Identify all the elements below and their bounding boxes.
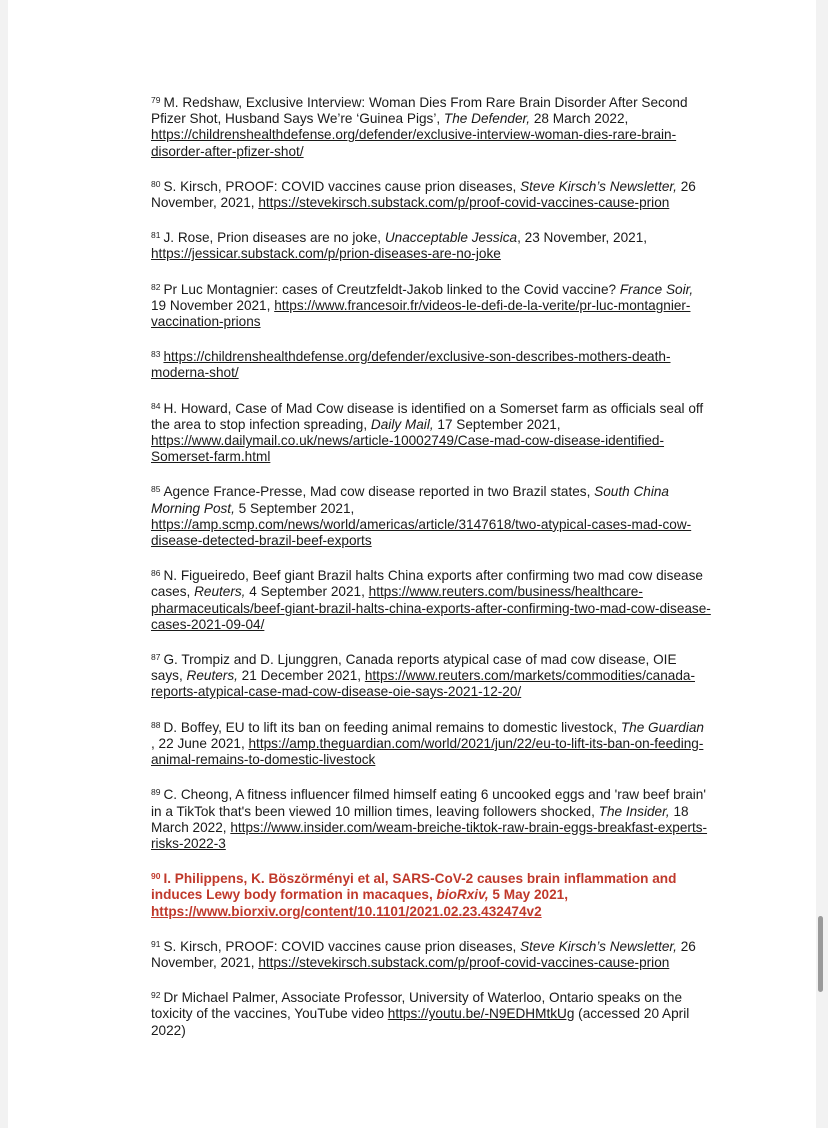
footnote-89	[151, 784, 711, 852]
footnote-text: Dr Michael Palmer, Associate Professor, University of Waterloo, Ontario speaks on the toxicity of the vaccines, YouTube video	[151, 990, 683, 1022]
footnote-date: 5 September 2021,	[234, 500, 355, 516]
footnote-link[interactable]: https://www.biorxiv.org/content/10.1101/2021.02.23.432474v2	[151, 903, 542, 919]
footnote-text: I. Philippens, K. Böszörményi et al, SARS-CoV-2 causes brain inflammation and induces Lewy body formation in macaques,	[151, 871, 677, 903]
footnote-source: Daily Mail,	[370, 416, 434, 432]
footnote-link[interactable]: https://www.reuters.com/business/healthcare-pharmaceuticals/beef-giant-brazil-halts-china-exports-after-confirming-two-mad-cow-disease-cases-2021-09-04/	[151, 584, 711, 632]
footnote-number: 91	[151, 938, 161, 949]
footnote-date: 4 September 2021,	[245, 584, 369, 600]
footnote-text: C. Cheong, A fitness influencer filmed himself eating 6 uncooked eggs and 'raw beef brain' in a TikTok that's been viewed 10 million times, leaving followers shocked,	[151, 787, 706, 819]
footnote-86	[151, 565, 711, 633]
footnote-number: 92	[151, 990, 161, 1001]
footnote-link[interactable]: https://childrenshealthdefense.org/defender/exclusive-son-describes-mothers-death-moderna-shot/	[151, 349, 671, 381]
footnote-link[interactable]: https://stevekirsch.substack.com/p/proof-covid-vaccines-cause-prion	[258, 954, 670, 970]
footnote-92	[151, 987, 711, 1039]
footnote-text: S. Kirsch, PROOF: COVID vaccines cause prion diseases,	[163, 938, 521, 954]
footnote-tail: (accessed 20 April 2022)	[151, 1006, 690, 1038]
footnote-source: Steve Kirsch’s Newsletter,	[520, 938, 677, 954]
scrollbar-thumb[interactable]	[818, 916, 823, 992]
footnote-source: The Defender,	[443, 111, 531, 127]
footnote-date: 17 September 2021,	[433, 416, 561, 432]
footnote-91	[151, 936, 711, 971]
footnote-text: H. Howard, Case of Mad Cow disease is identified on a Somerset farm as officials seal off the area to stop infection spreading,	[151, 400, 704, 432]
footnote-link[interactable]: https://jessicar.substack.com/p/prion-diseases-are-no-joke	[151, 246, 501, 262]
footnote-date: 26 November, 2021,	[151, 178, 696, 211]
footnote-number: 86	[151, 568, 161, 579]
footnote-source: The Guardian	[620, 719, 704, 735]
footnote-link[interactable]: https://youtu.be/-N9EDHMtkUg	[387, 1006, 575, 1022]
footnote-number: 84	[151, 400, 161, 411]
footnote-source: Steve Kirsch’s Newsletter,	[520, 178, 677, 194]
footnote-79	[151, 92, 711, 160]
footnote-date: 21 December 2021,	[237, 668, 365, 684]
footnote-link[interactable]: https://www.insider.com/weam-breiche-tiktok-raw-brain-eggs-breakfast-experts-risks-2022-3	[151, 819, 708, 851]
footnote-source: France Soir,	[619, 281, 694, 297]
footnotes-list	[151, 92, 711, 1055]
footnote-link[interactable]: https://amp.theguardian.com/world/2021/jun/22/eu-to-lift-its-ban-on-feeding-animal-remains-to-domestic-livestock	[151, 735, 704, 768]
footnote-date: 19 November 2021,	[151, 297, 275, 313]
footnote-number: 79	[151, 95, 161, 105]
footnote-87	[151, 649, 711, 701]
footnote-82	[151, 279, 711, 331]
footnote-date: , 23 November, 2021,	[517, 230, 648, 246]
footnote-number: 83	[151, 349, 161, 360]
footnote-date: 28 March 2022,	[530, 111, 629, 127]
footnote-date: 26 November, 2021,	[151, 938, 696, 970]
footnote-text: M. Redshaw, Exclusive Interview: Woman Dies From Rare Brain Disorder After Second Pfizer Shot, Husband Says We’re ‘Guinea Pigs’,	[151, 95, 688, 127]
footnote-text: Agence France-Presse, Mad cow disease reported in two Brazil states,	[163, 484, 595, 500]
footnote-source: Reuters,	[186, 668, 238, 684]
footnote-number: 87	[151, 652, 161, 663]
footnote-source: South China Morning Post,	[151, 484, 669, 516]
footnote-date: , 22 June 2021,	[151, 735, 249, 751]
footnote-number: 88	[151, 719, 161, 730]
footnote-link[interactable]: https://www.dailymail.co.uk/news/article-10002749/Case-mad-cow-disease-identified-Somerset-farm.html	[151, 433, 665, 465]
footnote-text: N. Figueiredo, Beef giant Brazil halts China exports after confirming two mad cow disease cases,	[151, 568, 703, 600]
footnote-number: 89	[151, 787, 161, 798]
footnote-link[interactable]: https://childrenshealthdefense.org/defender/exclusive-interview-woman-dies-rare-brain-disorder-after-pfizer-shot/	[151, 127, 677, 159]
footnote-link[interactable]: https://www.reuters.com/markets/commodities/canada-reports-atypical-case-mad-cow-disease-oie-says-2021-12-20/	[151, 668, 695, 700]
footnote-date: 18 March 2022,	[151, 803, 689, 835]
footnote-81	[151, 227, 711, 262]
footnote-84	[151, 398, 711, 466]
footnote-text: S. Kirsch, PROOF: COVID vaccines cause prion diseases,	[163, 178, 521, 194]
footnote-link[interactable]: https://www.francesoir.fr/videos-le-defi-de-la-verite/pr-luc-montagnier-vaccination-prions	[151, 297, 691, 330]
footnote-number: 81	[151, 230, 161, 241]
footnote-83	[151, 346, 711, 381]
footnote-source: Reuters,	[194, 584, 246, 600]
footnote-number: 85	[151, 484, 161, 495]
footnote-88	[151, 717, 711, 769]
footnote-number: 90	[151, 871, 161, 882]
footnote-90	[151, 868, 711, 920]
footnote-80	[151, 176, 711, 211]
footnote-source: The Insider,	[598, 803, 670, 819]
document-page	[8, 0, 816, 1128]
footnote-85	[151, 481, 711, 549]
footnote-text: Pr Luc Montagnier: cases of Creutzfeldt-Jakob linked to the Covid vaccine?	[163, 281, 620, 297]
footnote-text: J. Rose, Prion diseases are no joke,	[163, 230, 385, 246]
footnote-number: 80	[151, 178, 161, 189]
footnote-number: 82	[151, 281, 161, 292]
footnote-date: 5 May 2021,	[488, 887, 569, 903]
footnote-link[interactable]: https://amp.scmp.com/news/world/americas/article/3147618/two-atypical-cases-mad-cow-disease-detected-brazil-beef-exports	[151, 516, 692, 549]
footnote-text: G. Trompiz and D. Ljunggren, Canada reports atypical case of mad cow disease, OIE says,	[151, 652, 677, 684]
footnote-source: Unacceptable Jessica	[384, 230, 518, 246]
footnote-link[interactable]: https://stevekirsch.substack.com/p/proof-covid-vaccines-cause-prion	[258, 195, 670, 211]
footnote-source: bioRxiv,	[436, 887, 489, 903]
footnote-text: D. Boffey, EU to lift its ban on feeding animal remains to domestic livestock,	[163, 719, 621, 735]
